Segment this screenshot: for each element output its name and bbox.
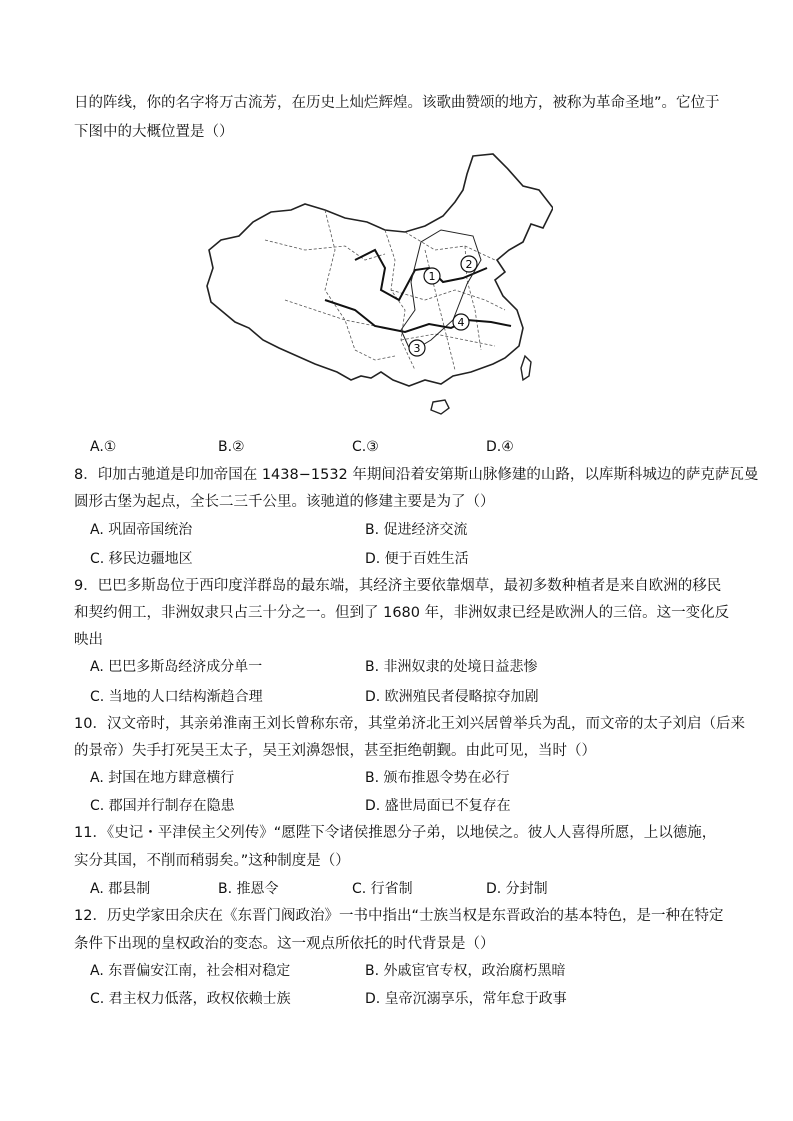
q11-stem-line1: 11．《史记・平津侯主父列传》“愿陛下令诸侯推恩分子弟，以地侯之。彼人人喜得所愿，上以德施， bbox=[74, 825, 717, 841]
q7-stem-line2: 下图中的大概位置是（） bbox=[74, 124, 234, 140]
q11-stem-line2: 实分其国，不削而稍弱矣。”这种制度是（） bbox=[74, 853, 350, 869]
q10-option-c[interactable]: C. 郡国并行制存在隐患 bbox=[90, 798, 235, 814]
q12-stem-line2: 条件下出现的皇权政治的变态。这一观点所依托的时代背景是（） bbox=[74, 936, 495, 952]
q9-stem-line1: 9．巴巴多斯岛位于西印度洋群岛的最东端，其经济主要依靠烟草，最初多数种植者是来自欧洲的移民 bbox=[74, 578, 722, 594]
svg-text:2: 2 bbox=[465, 258, 473, 271]
q12-stem-line1: 12．历史学家田余庆在《东晋门阀政治》一书中指出“士族当权是东晋政治的基本特色，是一种在特定 bbox=[74, 908, 724, 924]
q7-option-b[interactable]: B.② bbox=[218, 439, 245, 455]
q12-option-a[interactable]: A. 东晋偏安江南，社会相对稳定 bbox=[90, 963, 291, 979]
q8-option-b[interactable]: B. 促进经济交流 bbox=[365, 522, 468, 538]
map-outline bbox=[207, 154, 553, 386]
q8-stem-line2: 圆形古堡为起点，全长二三千公里。该驰道的修建主要是为了（） bbox=[74, 494, 495, 510]
q10-option-a[interactable]: A. 封国在地方肆意横行 bbox=[90, 770, 235, 786]
q11-option-b[interactable]: B. 推恩令 bbox=[218, 881, 279, 897]
map-marker-1 bbox=[424, 268, 440, 284]
map-hainan bbox=[431, 400, 449, 414]
q7-option-a[interactable]: A.① bbox=[90, 439, 117, 455]
q8-option-c[interactable]: C. 移民边疆地区 bbox=[90, 551, 193, 567]
q10-option-b[interactable]: B. 颁布推恩令势在必行 bbox=[365, 770, 510, 786]
q9-stem-line2: 和契约佣工，非洲奴隶只占三十分之一。但到了 1680 年，非洲奴隶已经是欧洲人的三倍。这一变化反 bbox=[74, 605, 730, 621]
map-taiwan bbox=[521, 356, 531, 380]
q7-option-c[interactable]: C.③ bbox=[352, 439, 379, 455]
q10-stem-line1: 10．汉文帝时，其亲弟淮南王刘长曾称东帝，其堂弟济北王刘兴居曾举兵为乱，而文帝的太子刘启（后来 bbox=[74, 716, 745, 732]
q10-option-d[interactable]: D. 盛世局面已不复存在 bbox=[365, 798, 511, 814]
q9-option-c[interactable]: C. 当地的人口结构渐趋合理 bbox=[90, 689, 263, 705]
q9-stem-line3: 映出 bbox=[74, 632, 103, 648]
map-marker-3 bbox=[409, 340, 425, 356]
q8-option-a[interactable]: A. 巩固帝国统治 bbox=[90, 522, 193, 538]
q11-option-a[interactable]: A. 郡县制 bbox=[90, 881, 151, 897]
china-map bbox=[205, 150, 553, 420]
q7-stem-line1: 日的阵线，你的名字将万古流芳，在历史上灿烂辉煌。该歌曲赞颂的地方，被称为革命圣地”。它位于 bbox=[74, 95, 720, 111]
q12-option-c[interactable]: C. 君主权力低落，政权依赖士族 bbox=[90, 991, 291, 1007]
svg-text:1: 1 bbox=[428, 270, 436, 283]
map-yangtze-river bbox=[325, 300, 511, 332]
q8-stem-line1: 8．印加古驰道是印加帝国在 1438−1532 年期间沿着安第斯山脉修建的山路，以库斯科城边的萨克萨瓦曼 bbox=[74, 467, 759, 483]
map-marker-2 bbox=[461, 256, 477, 272]
q9-option-b[interactable]: B. 非洲奴隶的处境日益悲惨 bbox=[365, 659, 538, 675]
q7-option-d[interactable]: D.④ bbox=[486, 439, 514, 455]
q8-option-d[interactable]: D. 便于百姓生活 bbox=[365, 551, 469, 567]
q11-option-c[interactable]: C. 行省制 bbox=[352, 881, 413, 897]
q12-option-b[interactable]: B. 外戚宦官专权，政治腐朽黑暗 bbox=[365, 963, 566, 979]
map-marker-4 bbox=[453, 314, 469, 330]
q9-option-d[interactable]: D. 欧洲殖民者侵略掠夺加剧 bbox=[365, 689, 539, 705]
q11-option-d[interactable]: D. 分封制 bbox=[486, 881, 548, 897]
q10-stem-line2: 的景帝）失手打死吴王太子，吴王刘濞怨恨，甚至拒绝朝觐。由此可见，当时（） bbox=[74, 743, 596, 759]
q12-option-d[interactable]: D. 皇帝沉溺享乐，常年怠于政事 bbox=[365, 991, 567, 1007]
map-province-borders bbox=[265, 210, 505, 370]
svg-text:4: 4 bbox=[457, 316, 465, 329]
q9-option-a[interactable]: A. 巴巴多斯岛经济成分单一 bbox=[90, 659, 263, 675]
svg-text:3: 3 bbox=[413, 342, 421, 355]
